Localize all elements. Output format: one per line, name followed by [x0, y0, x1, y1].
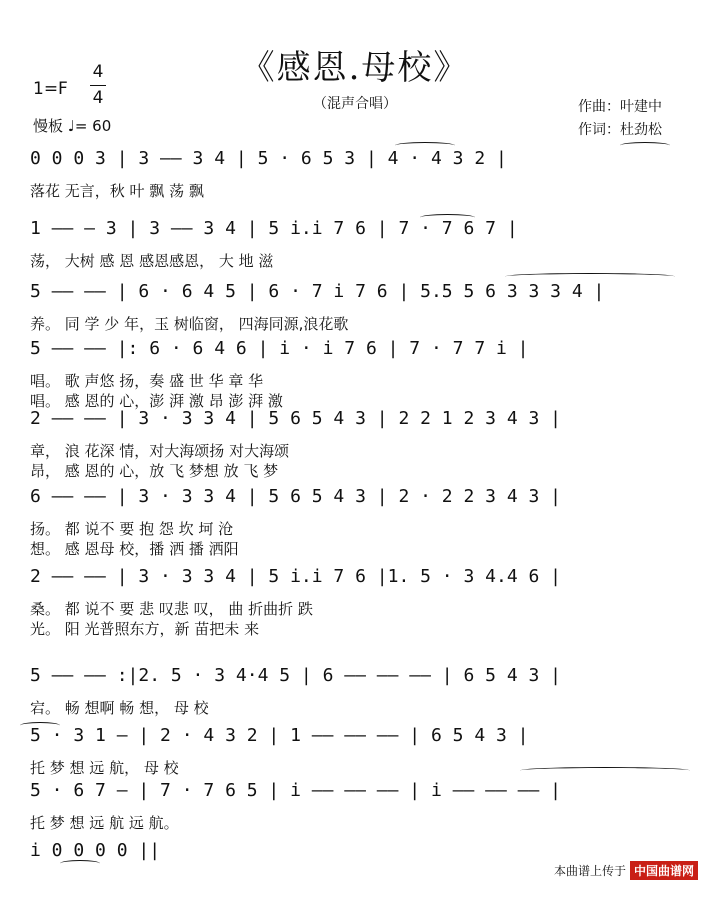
- score-system: [30, 218, 700, 278]
- time-signature-top: 4: [92, 62, 104, 82]
- lyric-line: 宕。 畅 想啊 畅 想， 母 校: [30, 699, 209, 717]
- tie-mark: [505, 273, 675, 280]
- score-system: [30, 148, 700, 208]
- notation-line: i 0 0 0 0 ||: [30, 840, 161, 861]
- score-system: [30, 338, 700, 410]
- score-system: [30, 780, 700, 840]
- time-signature-line: [90, 85, 106, 86]
- lyric-line: 托 梦 想 远 航 远 航。: [30, 814, 179, 832]
- lyricist-credit: 作词：杜劲松: [578, 122, 662, 138]
- notation-line: 5 · 6 7 — | 7 · 7 6 5 | i —— —— —— | i —— —— —— |: [30, 780, 562, 801]
- score-system: [30, 665, 700, 725]
- time-signature-bottom: 4: [92, 88, 104, 108]
- composer-credit: 作曲：叶建中: [578, 99, 662, 115]
- score-system: [30, 408, 700, 480]
- lyric-line: 昂， 感 恩的 心，放 飞 梦想 放 飞 梦: [30, 462, 279, 480]
- footer-upload: [546, 847, 698, 880]
- tie-mark: [20, 722, 60, 729]
- tie-mark: [395, 142, 455, 149]
- footer-upload-text: 本曲谱上传于: [553, 864, 626, 878]
- notation-line: 2 —— —— | 3 · 3 3 4 | 5 6 5 4 3 | 2 2 1 2 3 4 3 |: [30, 408, 562, 429]
- lyric-line: 章， 浪 花深 情，对大海颂扬 对大海颂: [30, 442, 290, 460]
- lyric-line: 荡， 大树 感 恩 感恩感恩， 大 地 滋: [30, 252, 274, 270]
- subtitle: （混声合唱）: [313, 96, 397, 112]
- song-title: 《感恩.母校》: [240, 48, 470, 88]
- tie-mark: [60, 860, 100, 867]
- lyric-line: 想。 感 恩母 校，播 洒 播 洒阳: [30, 540, 239, 558]
- notation-line: 5 —— —— |: 6 · 6 4 6 | i · i 7 6 | 7 · 7 7 i |: [30, 338, 529, 359]
- tie-mark: [420, 214, 475, 221]
- notation-line: 1 —— — 3 | 3 —— 3 4 | 5 i.i 7 6 | 7 · 7 6 7 |: [30, 218, 518, 239]
- notation-line: 5 —— —— | 6 · 6 4 5 | 6 · 7 i 7 6 | 5.5 5 6 3 3 3 4 |: [30, 281, 605, 302]
- lyric-line: 落花 无言，秋 叶 飘 荡 飘: [30, 182, 204, 200]
- score-system: [30, 725, 700, 785]
- score-system: [30, 566, 700, 638]
- site-logo[interactable]: 中国曲谱网: [630, 861, 698, 880]
- key-signature: 1=F: [33, 79, 68, 99]
- tie-mark: [620, 142, 670, 149]
- lyric-line: 唱。 感 恩的 心，澎 湃 激 昂 澎 湃 激: [30, 392, 283, 410]
- notation-line: 5 · 3 1 — | 2 · 4 3 2 | 1 —— —— —— | 6 5 4 3 |: [30, 725, 529, 746]
- notation-line: 5 —— —— :|2. 5 · 3 4·4 5 | 6 —— —— —— | 6 5 4 3 |: [30, 665, 562, 686]
- tempo-marking: 慢板 ♩= 60: [33, 117, 112, 135]
- score-system: [30, 486, 700, 558]
- lyric-line: 唱。 歌 声悠 扬，奏 盛 世 华 章 华: [30, 372, 264, 390]
- notation-line: 0 0 0 3 | 3 —— 3 4 | 5 · 6 5 3 | 4 · 4 3 2 |: [30, 148, 507, 169]
- lyric-line: 养。 同 学 少 年，玉 树临窗， 四海同源,浪花歌: [30, 315, 349, 333]
- lyric-line: 光。 阳 光普照东方，新 苗把未 来: [30, 620, 260, 638]
- notation-line: 6 —— —— | 3 · 3 3 4 | 5 6 5 4 3 | 2 · 2 2 3 4 3 |: [30, 486, 562, 507]
- lyric-line: 托 梦 想 远 航， 母 校: [30, 759, 179, 777]
- lyric-line: 扬。 都 说不 要 抱 怨 坎 坷 沧: [30, 520, 234, 538]
- tie-mark: [520, 767, 690, 774]
- notation-line: 2 —— —— | 3 · 3 3 4 | 5 i.i 7 6 |1. 5 · 3 4.4 6 |: [30, 566, 562, 587]
- lyric-line: 桑。 都 说不 要 悲 叹悲 叹， 曲 折曲折 跌: [30, 600, 313, 618]
- score-system: [30, 281, 700, 341]
